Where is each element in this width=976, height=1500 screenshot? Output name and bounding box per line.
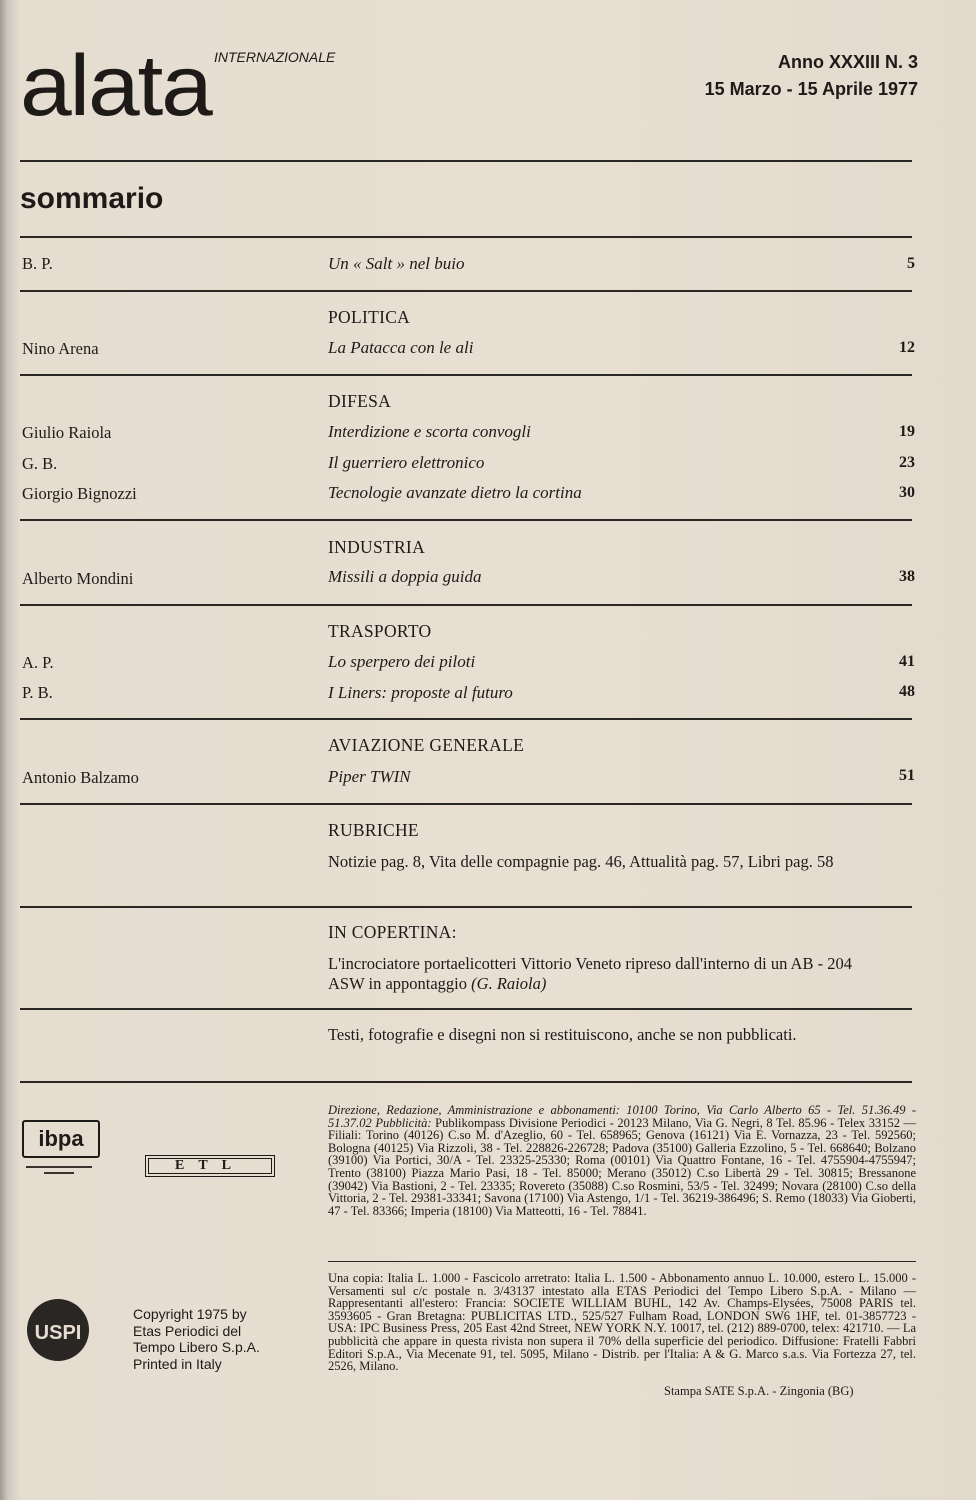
toc-page: 19 <box>899 423 915 440</box>
toc-page: 30 <box>899 484 915 501</box>
toc-title: Missili a doppia guida <box>328 567 482 586</box>
toc-author: Giorgio Bignozzi <box>22 484 137 503</box>
divider <box>20 374 912 376</box>
copyright-line: Etas Periodici del <box>133 1322 242 1339</box>
copyright-line: Printed in Italy <box>133 1355 222 1372</box>
imprint-offices <box>328 1104 916 1217</box>
toc-title: Interdizione e scorta convogli <box>328 422 531 441</box>
divider <box>20 604 912 606</box>
copyright-line: Copyright 1975 by <box>133 1306 247 1322</box>
toc-title: Piper TWIN <box>328 767 411 786</box>
section-heading: RUBRICHE <box>328 820 419 840</box>
imprint-offices-text: Publikompass Divisione Periodici - 20123 Milano, Via G. Negri, 8 Tel. 85.96 - Telex 33152 — Filiali: Torino (40126) C.so M. d'Azeglio, 60 - Tel. 658965; Genova (16121) Via E. Vornazza, 23 - Tel. 592560; Bologna (40125) Via Rizzoli, 38 - Tel. 228826-226728; Padova (35100) Galleria Ezzolino, 5 - Tel. 668640; Bolzano (39100) Via Portici, 30/A - Tel. 23325-25330; Roma (00101) Via Quattro Fontane, 16 - Tel. 4755904-4755947; Trento (38100) Piazza Mario Pasi, 18 - Tel. 85000; Merano (35012) C.so Libertà 29 - Tel. 30815; Bressanone (39042) Via Bastioni, 2 - Tel. 23335; Rovereto (35088) C.so Rosmini, 53/5 - Tel. 32499; Novara (28100) C.so della Vittoria, 2 - Tel. 29381-33341; Savona (17100) Via Astengo, 1/1 - Tel. 36219-386496; S. Remo (18033) Via Gioberti, 47 - Tel. 83366; Imperia (18100) Via Matteotti, 16 - Tel. 78841. <box>328 1115 917 1218</box>
magazine-logo: alata <box>20 38 211 134</box>
toc-title: Un « Salt » nel buio <box>328 254 465 273</box>
toc-author: G. B. <box>22 454 58 473</box>
imprint-ads-label: Pubblicità: <box>375 1115 432 1130</box>
toc-author: P. B. <box>22 683 53 702</box>
toc-title: Tecnologie avanzate dietro la cortina <box>328 483 582 502</box>
cover-description <box>328 954 868 994</box>
section-heading: IN COPERTINA: <box>328 922 457 942</box>
magazine-logo-subtitle: INTERNAZIONALE <box>214 49 336 65</box>
uspi-logo <box>25 1297 91 1363</box>
toc-title: Lo sperpero dei piloti <box>328 652 476 671</box>
divider <box>20 290 912 292</box>
toc-title: La Patacca con le ali <box>328 338 474 357</box>
ibpa-caption-lines <box>26 1164 92 1178</box>
toc-author: Nino Arena <box>22 339 99 358</box>
toc-page: 12 <box>899 339 915 356</box>
cover-text: L'incrociatore portaelicotteri Vittorio Veneto ripreso dall'interno di un AB - 204 ASW in appontaggio <box>328 954 852 993</box>
toc-page: 38 <box>899 568 915 585</box>
toc-title: Il guerriero elettronico <box>328 453 485 472</box>
issue-date: 15 Marzo - 15 Aprile 1977 <box>704 79 918 99</box>
toc-author: Giulio Raiola <box>22 423 112 442</box>
toc-author: Alberto Mondini <box>22 569 134 588</box>
section-heading: POLITICA <box>328 307 411 327</box>
divider <box>20 1008 912 1010</box>
toc-title: I Liners: proposte al futuro <box>328 683 513 702</box>
section-heading: AVIAZIONE GENERALE <box>328 735 525 755</box>
imprint-printer: Stampa SATE S.p.A. - Zingonia (BG) <box>664 1384 854 1398</box>
disclaimer-text: Testi, fotografie e disegni non si restituiscono, anche se non pubblicati. <box>328 1025 797 1044</box>
uspi-logo-text: USPI <box>34 1322 82 1344</box>
toc-page: 48 <box>899 683 915 700</box>
divider <box>20 718 912 720</box>
copyright-notice <box>133 1306 260 1372</box>
toc-author: A. P. <box>22 653 54 672</box>
etl-logo: ETL <box>145 1155 275 1177</box>
ibpa-logo-mark: ibpa <box>22 1120 100 1158</box>
divider <box>20 803 912 805</box>
ibpa-logo <box>22 1120 100 1184</box>
issue-info <box>705 49 918 103</box>
page-title: sommario <box>20 182 164 215</box>
section-heading: TRASPORTO <box>328 621 432 641</box>
divider <box>20 519 912 521</box>
divider <box>20 906 912 908</box>
toc-author: Antonio Balzamo <box>22 768 139 787</box>
imprint-offices-label: Direzione, Redazione, Amministrazione e abbonamenti: 10100 Torino, Via Carlo Alberto 65 - Tel. 51.36.49 - 51.37.02 <box>328 1103 916 1130</box>
toc-page: 5 <box>907 255 915 272</box>
imprint-subscription: Una copia: Italia L. 1.000 - Fascicolo arretrato: Italia L. 1.500 - Abbonamento annuo L. 10.000, estero L. 15.000 - Versamenti sul c/c postale n. 3/43137 intestato alla ETAS Periodici del Tempo Libero S.p.A. - Milano — Rappresentanti all'estero: Francia: SOCIETE WILLIAM BUHL, 142 Av. Champs-Elysées, 75008 PARIS tel. 3593605 - Gran Bretagna: PUBLICITAS LTD., 525/527 Fulham Road, LONDON SW6 1HF, tel. 01-3857723 - USA: IPC Business Press, 205 East 42nd Street, NEW YORK N.Y. 10017, tel. (212) 889-0700, telex: 421710. — La pubblicità che appare in questa rivista non supera il 70% della superficie del periodico. Diffusione: Fratelli Fabbri Editori S.p.A., Via Mecenate 91, tel. 5095, Milano - Distrib. per l'Italia: A & G. Marco s.a.s. Via Fortezza 27, tel. 2526, Milano. <box>328 1271 916 1374</box>
toc-page: 41 <box>899 653 915 670</box>
section-heading: INDUSTRIA <box>328 537 426 557</box>
issue-number: Anno XXXIII N. 3 <box>777 52 918 72</box>
divider <box>20 236 912 238</box>
divider <box>20 1081 912 1083</box>
cover-credit: (G. Raiola) <box>471 974 547 993</box>
toc-author: B. P. <box>22 254 53 273</box>
rubriche-text: Notizie pag. 8, Vita delle compagnie pag. 46, Attualità pag. 57, Libri pag. 58 <box>328 852 834 871</box>
toc-page: 51 <box>899 767 915 784</box>
divider <box>328 1261 916 1262</box>
divider <box>20 160 912 162</box>
copyright-line: Tempo Libero S.p.A. <box>133 1339 260 1355</box>
section-heading: DIFESA <box>328 391 392 411</box>
toc-page: 23 <box>899 454 915 471</box>
